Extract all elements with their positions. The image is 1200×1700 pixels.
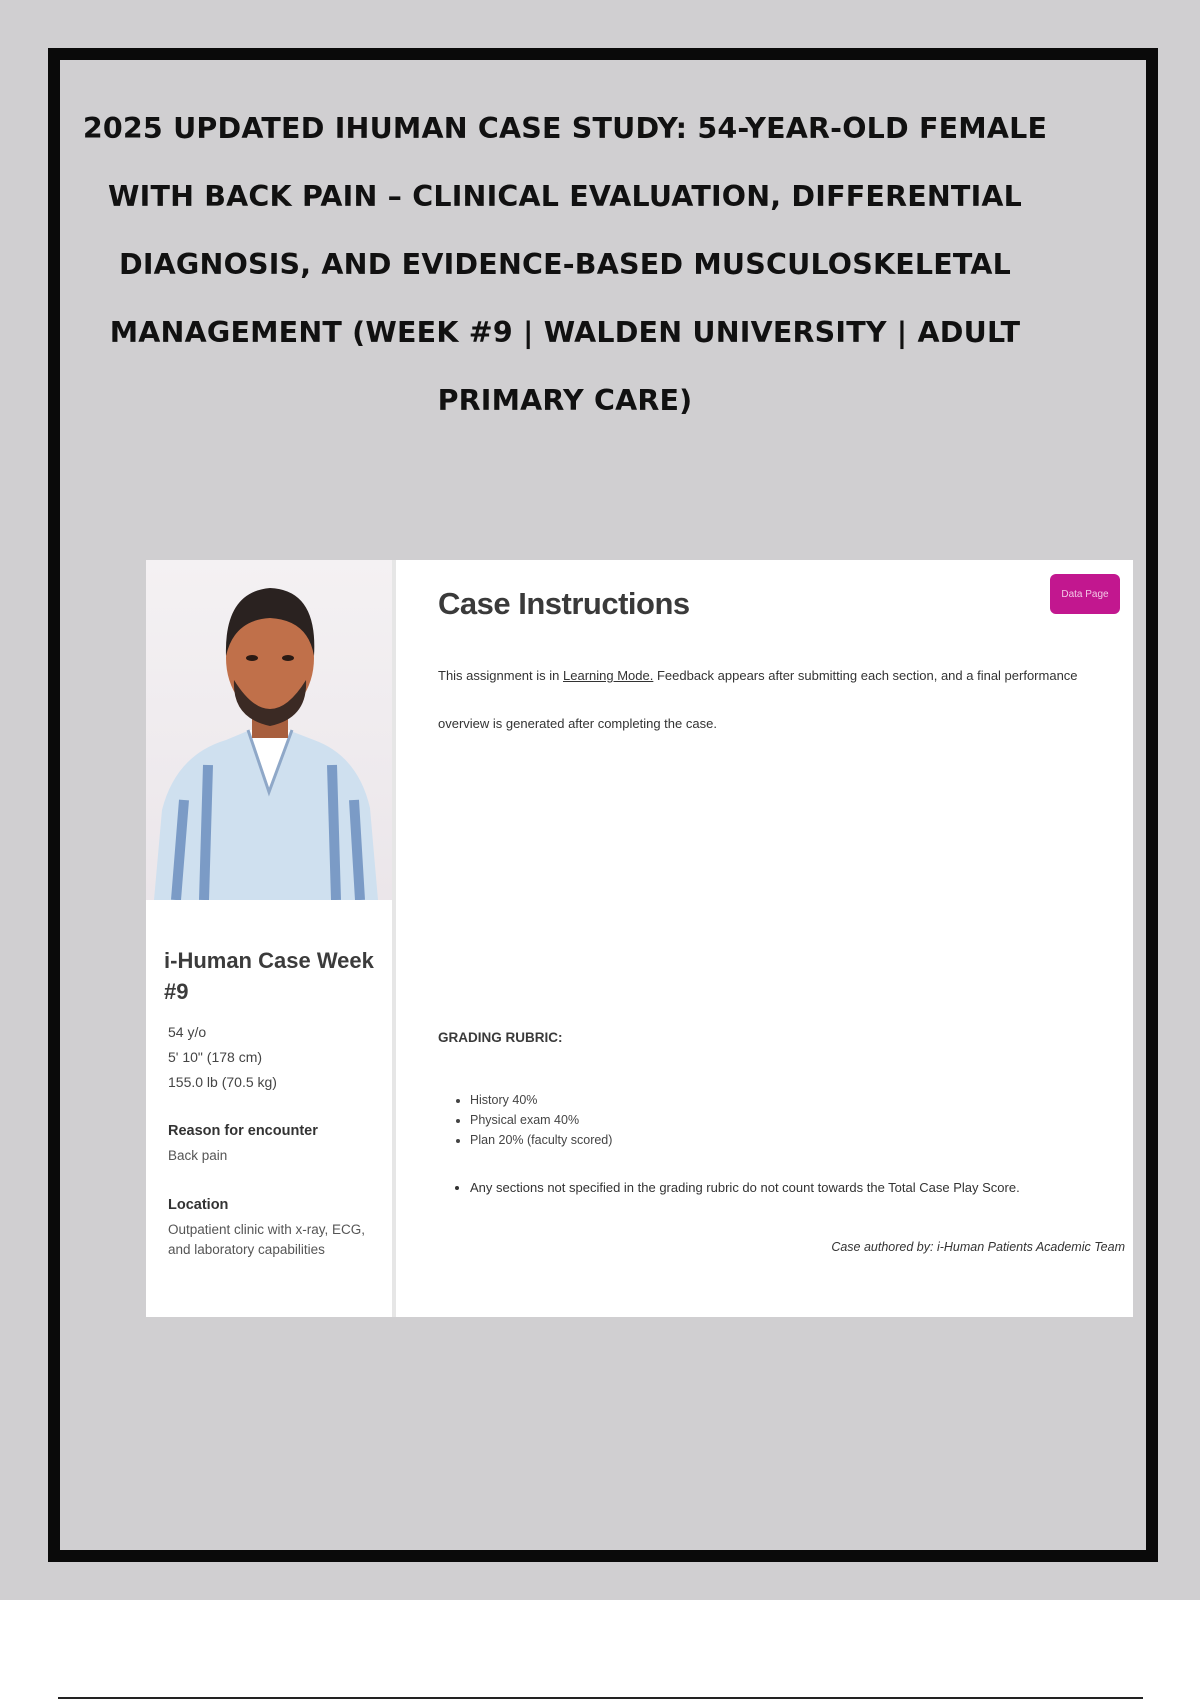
document-title: 2025 UPDATED IHUMAN CASE STUDY: 54-YEAR-OLD FEMALE WITH BACK PAIN – CLINICAL EVALUATION, DIFFERENTIAL DIAGNOSIS, AND EVIDENCE-BASED MUSCULOSKELETAL MANAGEMENT (WEEK #9 | WALDEN UNIVERSITY | ADULT PRIMARY CARE) bbox=[82, 112, 1048, 417]
patient-portrait-image bbox=[146, 560, 392, 900]
rubric-item: • History 40% bbox=[470, 1090, 612, 1110]
patient-age: 54 y/o bbox=[168, 1024, 207, 1040]
grading-rubric-list bbox=[454, 1090, 612, 1150]
case-authored-by: Case authored by: i-Human Patients Academic Team bbox=[831, 1240, 1125, 1254]
ihuman-screenshot bbox=[146, 560, 1133, 1317]
rubric-note: • Any sections not specified in the grading rubric do not count towards the Total Case Play Score. bbox=[470, 1180, 1110, 1195]
grading-rubric-heading: GRADING RUBRIC: bbox=[438, 1030, 563, 1045]
patient-weight: 155.0 lb (70.5 kg) bbox=[168, 1074, 277, 1090]
rubric-item: • Plan 20% (faculty scored) bbox=[470, 1130, 612, 1150]
rubric-item: • Physical exam 40% bbox=[470, 1110, 612, 1130]
case-instructions-title: Case Instructions bbox=[438, 586, 690, 621]
case-instructions-text bbox=[438, 652, 1078, 748]
instructions-after: Feedback appears after submitting each section, and a final performance overview is generated after completing the case. bbox=[438, 668, 1078, 731]
data-page-button[interactable]: Data Page bbox=[1050, 574, 1120, 614]
location-value: Outpatient clinic with x-ray, ECG, and laboratory capabilities bbox=[168, 1222, 366, 1257]
instructions-before: This assignment is in bbox=[438, 668, 563, 683]
learning-mode-link[interactable]: Learning Mode. bbox=[563, 668, 654, 683]
patient-height: 5' 10" (178 cm) bbox=[168, 1049, 263, 1065]
case-instructions-panel bbox=[396, 560, 1133, 1317]
patient-portrait bbox=[146, 560, 392, 900]
patient-case-name: i-Human Case Week #9 bbox=[164, 948, 374, 1004]
footer-divider bbox=[58, 1697, 1143, 1699]
reason-label: Reason for encounter bbox=[168, 1123, 318, 1139]
location-label: Location bbox=[168, 1197, 229, 1213]
reason-value: Back pain bbox=[168, 1148, 228, 1163]
rubric-note-list bbox=[454, 1180, 1110, 1195]
patient-sidebar bbox=[146, 560, 396, 1317]
